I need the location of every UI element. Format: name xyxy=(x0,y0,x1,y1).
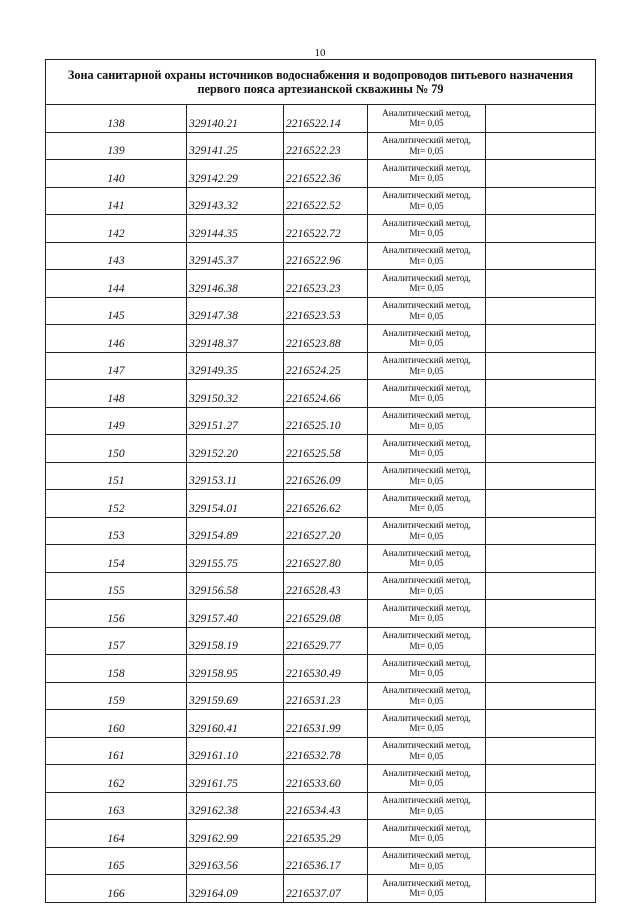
table-title-line-1: Зона санитарной охраны источников водоснабжения и водопроводов питьевого назначения xyxy=(67,68,574,82)
empty-cell xyxy=(486,682,596,710)
point-number: 149 xyxy=(46,407,187,435)
point-number: 150 xyxy=(46,435,187,463)
empty-cell xyxy=(486,352,596,380)
empty-cell xyxy=(486,270,596,298)
coordinate-y: 2216531.23 xyxy=(284,682,368,710)
coordinate-y: 2216529.77 xyxy=(284,627,368,655)
coordinate-y: 2216526.62 xyxy=(284,490,368,518)
coordinate-x: 329153.11 xyxy=(187,462,284,490)
accuracy-value: Mt= 0,05 xyxy=(409,888,444,899)
method-cell xyxy=(368,160,486,188)
table-row xyxy=(46,792,596,820)
coordinate-x: 329147.38 xyxy=(187,297,284,325)
method-cell xyxy=(368,407,486,435)
table-row xyxy=(46,352,596,380)
accuracy-value: Mt= 0,05 xyxy=(409,778,444,789)
coordinate-x: 329146.38 xyxy=(187,270,284,298)
coordinate-x: 329161.75 xyxy=(187,765,284,793)
coordinate-y: 2216537.07 xyxy=(284,875,368,903)
accuracy-value: Mt= 0,05 xyxy=(409,860,444,871)
empty-cell xyxy=(486,710,596,738)
method-cell xyxy=(368,792,486,820)
empty-cell xyxy=(486,655,596,683)
accuracy-value: Mt= 0,05 xyxy=(409,833,444,844)
method-cell xyxy=(368,270,486,298)
accuracy-value: Mt= 0,05 xyxy=(409,365,444,376)
method-cell xyxy=(368,875,486,903)
accuracy-value: Mt= 0,05 xyxy=(409,118,444,129)
empty-cell xyxy=(486,847,596,875)
coordinate-x: 329158.19 xyxy=(187,627,284,655)
method-cell xyxy=(368,325,486,353)
table-row xyxy=(46,132,596,160)
method-label: Аналитический метод, xyxy=(382,822,471,833)
method-label: Аналитический метод, xyxy=(382,437,471,448)
coordinate-x: 329152.20 xyxy=(187,435,284,463)
coordinate-x: 329155.75 xyxy=(187,545,284,573)
coordinate-y: 2216523.23 xyxy=(284,270,368,298)
empty-cell xyxy=(486,600,596,628)
accuracy-value: Mt= 0,05 xyxy=(409,530,444,541)
coordinate-x: 329156.58 xyxy=(187,572,284,600)
table-row xyxy=(46,380,596,408)
method-label: Аналитический метод, xyxy=(382,520,471,531)
method-label: Аналитический метод, xyxy=(382,602,471,613)
table-row xyxy=(46,435,596,463)
coordinate-y: 2216526.09 xyxy=(284,462,368,490)
coordinate-x: 329163.56 xyxy=(187,847,284,875)
method-label: Аналитический метод, xyxy=(382,575,471,586)
method-label: Аналитический метод, xyxy=(382,190,471,201)
coordinate-y: 2216527.80 xyxy=(284,545,368,573)
table-row xyxy=(46,407,596,435)
coordinate-y: 2216522.72 xyxy=(284,215,368,243)
method-cell xyxy=(368,462,486,490)
coordinate-y: 2216525.10 xyxy=(284,407,368,435)
table-row xyxy=(46,655,596,683)
table-row xyxy=(46,600,596,628)
coordinate-y: 2216535.29 xyxy=(284,820,368,848)
method-cell xyxy=(368,490,486,518)
coordinate-x: 329151.27 xyxy=(187,407,284,435)
table-row xyxy=(46,765,596,793)
empty-cell xyxy=(486,105,596,133)
accuracy-value: Mt= 0,05 xyxy=(409,558,444,569)
empty-cell xyxy=(486,187,596,215)
table-row xyxy=(46,737,596,765)
point-number: 143 xyxy=(46,242,187,270)
table-row xyxy=(46,682,596,710)
coordinate-y: 2216528.43 xyxy=(284,572,368,600)
coordinate-x: 329160.41 xyxy=(187,710,284,738)
point-number: 147 xyxy=(46,352,187,380)
coordinate-x: 329154.01 xyxy=(187,490,284,518)
table-row xyxy=(46,325,596,353)
coordinate-y: 2216534.43 xyxy=(284,792,368,820)
method-cell xyxy=(368,710,486,738)
accuracy-value: Mt= 0,05 xyxy=(409,173,444,184)
table-title-line-2: первого пояса артезианской скважины № 79 xyxy=(197,82,444,96)
accuracy-value: Mt= 0,05 xyxy=(409,310,444,321)
accuracy-value: Mt= 0,05 xyxy=(409,393,444,404)
point-number: 164 xyxy=(46,820,187,848)
empty-cell xyxy=(486,435,596,463)
empty-cell xyxy=(486,462,596,490)
method-label: Аналитический метод, xyxy=(382,327,471,338)
coordinate-x: 329162.99 xyxy=(187,820,284,848)
point-number: 166 xyxy=(46,875,187,903)
point-number: 163 xyxy=(46,792,187,820)
table-row xyxy=(46,572,596,600)
table-title xyxy=(46,60,596,105)
table-row xyxy=(46,820,596,848)
point-number: 141 xyxy=(46,187,187,215)
method-cell xyxy=(368,242,486,270)
empty-cell xyxy=(486,215,596,243)
point-number: 162 xyxy=(46,765,187,793)
coordinate-x: 329142.29 xyxy=(187,160,284,188)
point-number: 157 xyxy=(46,627,187,655)
coordinate-y: 2216527.20 xyxy=(284,517,368,545)
point-number: 159 xyxy=(46,682,187,710)
table-row xyxy=(46,160,596,188)
empty-cell xyxy=(486,325,596,353)
coordinate-y: 2216532.78 xyxy=(284,737,368,765)
coordinate-y: 2216529.08 xyxy=(284,600,368,628)
coordinate-x: 329154.89 xyxy=(187,517,284,545)
method-cell xyxy=(368,682,486,710)
coordinate-x: 329161.10 xyxy=(187,737,284,765)
point-number: 156 xyxy=(46,600,187,628)
empty-cell xyxy=(486,572,596,600)
method-cell xyxy=(368,765,486,793)
method-label: Аналитический метод, xyxy=(382,355,471,366)
method-cell xyxy=(368,517,486,545)
method-cell xyxy=(368,215,486,243)
accuracy-value: Mt= 0,05 xyxy=(409,723,444,734)
table-row xyxy=(46,187,596,215)
method-label: Аналитический метод, xyxy=(382,767,471,778)
method-cell xyxy=(368,820,486,848)
coordinate-y: 2216522.23 xyxy=(284,132,368,160)
method-cell xyxy=(368,435,486,463)
accuracy-value: Mt= 0,05 xyxy=(409,200,444,211)
point-number: 160 xyxy=(46,710,187,738)
empty-cell xyxy=(486,242,596,270)
coordinate-x: 329157.40 xyxy=(187,600,284,628)
table-row xyxy=(46,297,596,325)
method-label: Аналитический метод, xyxy=(382,850,471,861)
coordinate-x: 329144.35 xyxy=(187,215,284,243)
method-label: Аналитический метод, xyxy=(382,685,471,696)
coordinate-x: 329140.21 xyxy=(187,105,284,133)
method-label: Аналитический метод, xyxy=(382,300,471,311)
method-cell xyxy=(368,627,486,655)
method-label: Аналитический метод, xyxy=(382,217,471,228)
accuracy-value: Mt= 0,05 xyxy=(409,613,444,624)
accuracy-value: Mt= 0,05 xyxy=(409,420,444,431)
method-label: Аналитический метод, xyxy=(382,657,471,668)
method-label: Аналитический метод, xyxy=(382,877,471,888)
method-cell xyxy=(368,352,486,380)
point-number: 165 xyxy=(46,847,187,875)
table-row xyxy=(46,215,596,243)
point-number: 152 xyxy=(46,490,187,518)
point-number: 154 xyxy=(46,545,187,573)
coordinate-x: 329145.37 xyxy=(187,242,284,270)
empty-cell xyxy=(486,875,596,903)
table-title-row xyxy=(46,60,596,105)
accuracy-value: Mt= 0,05 xyxy=(409,805,444,816)
coordinate-y: 2216522.52 xyxy=(284,187,368,215)
method-label: Аналитический метод, xyxy=(382,492,471,503)
coordinate-y: 2216522.96 xyxy=(284,242,368,270)
coordinate-y: 2216533.60 xyxy=(284,765,368,793)
accuracy-value: Mt= 0,05 xyxy=(409,475,444,486)
method-cell xyxy=(368,297,486,325)
table-row xyxy=(46,847,596,875)
accuracy-value: Mt= 0,05 xyxy=(409,695,444,706)
empty-cell xyxy=(486,820,596,848)
accuracy-value: Mt= 0,05 xyxy=(409,255,444,266)
table-row xyxy=(46,627,596,655)
accuracy-value: Mt= 0,05 xyxy=(409,585,444,596)
empty-cell xyxy=(486,765,596,793)
point-number: 151 xyxy=(46,462,187,490)
table-row xyxy=(46,270,596,298)
method-cell xyxy=(368,737,486,765)
method-cell xyxy=(368,380,486,408)
table-row xyxy=(46,545,596,573)
method-cell xyxy=(368,655,486,683)
method-cell xyxy=(368,847,486,875)
coordinate-y: 2216536.17 xyxy=(284,847,368,875)
page-number: 10 xyxy=(314,47,326,59)
method-cell xyxy=(368,572,486,600)
coordinate-x: 329150.32 xyxy=(187,380,284,408)
table-row xyxy=(46,105,596,133)
table-row xyxy=(46,517,596,545)
accuracy-value: Mt= 0,05 xyxy=(409,283,444,294)
point-number: 139 xyxy=(46,132,187,160)
table-row xyxy=(46,462,596,490)
method-cell xyxy=(368,132,486,160)
empty-cell xyxy=(486,407,596,435)
method-label: Аналитический метод, xyxy=(382,465,471,476)
method-label: Аналитический метод, xyxy=(382,712,471,723)
table-row xyxy=(46,242,596,270)
coordinate-x: 329143.32 xyxy=(187,187,284,215)
point-number: 153 xyxy=(46,517,187,545)
point-number: 145 xyxy=(46,297,187,325)
accuracy-value: Mt= 0,05 xyxy=(409,145,444,156)
accuracy-value: Mt= 0,05 xyxy=(409,338,444,349)
coordinate-x: 329159.69 xyxy=(187,682,284,710)
coordinate-y: 2216522.36 xyxy=(284,160,368,188)
table-row xyxy=(46,710,596,738)
method-label: Аналитический метод, xyxy=(382,162,471,173)
method-cell xyxy=(368,105,486,133)
point-number: 148 xyxy=(46,380,187,408)
empty-cell xyxy=(486,380,596,408)
coordinate-y: 2216531.99 xyxy=(284,710,368,738)
point-number: 146 xyxy=(46,325,187,353)
empty-cell xyxy=(486,627,596,655)
method-label: Аналитический метод, xyxy=(382,135,471,146)
accuracy-value: Mt= 0,05 xyxy=(409,640,444,651)
point-number: 140 xyxy=(46,160,187,188)
method-label: Аналитический метод, xyxy=(382,272,471,283)
point-number: 138 xyxy=(46,105,187,133)
empty-cell xyxy=(486,545,596,573)
method-label: Аналитический метод, xyxy=(382,795,471,806)
coordinate-y: 2216524.66 xyxy=(284,380,368,408)
coordinate-y: 2216525.58 xyxy=(284,435,368,463)
accuracy-value: Mt= 0,05 xyxy=(409,750,444,761)
coordinate-y: 2216530.49 xyxy=(284,655,368,683)
coordinate-x: 329164.09 xyxy=(187,875,284,903)
method-cell xyxy=(368,187,486,215)
accuracy-value: Mt= 0,05 xyxy=(409,668,444,679)
method-label: Аналитический метод, xyxy=(382,740,471,751)
empty-cell xyxy=(486,297,596,325)
method-cell xyxy=(368,545,486,573)
coordinate-y: 2216523.53 xyxy=(284,297,368,325)
method-label: Аналитический метод, xyxy=(382,245,471,256)
empty-cell xyxy=(486,517,596,545)
point-number: 161 xyxy=(46,737,187,765)
coordinate-x: 329158.95 xyxy=(187,655,284,683)
accuracy-value: Mt= 0,05 xyxy=(409,503,444,514)
point-number: 155 xyxy=(46,572,187,600)
coordinate-x: 329148.37 xyxy=(187,325,284,353)
accuracy-value: Mt= 0,05 xyxy=(409,448,444,459)
method-label: Аналитический метод, xyxy=(382,410,471,421)
point-number: 142 xyxy=(46,215,187,243)
empty-cell xyxy=(486,792,596,820)
method-label: Аналитический метод, xyxy=(382,630,471,641)
coordinates-table xyxy=(45,59,596,903)
method-label: Аналитический метод, xyxy=(382,547,471,558)
empty-cell xyxy=(486,160,596,188)
method-label: Аналитический метод, xyxy=(382,382,471,393)
method-cell xyxy=(368,600,486,628)
table-row xyxy=(46,875,596,903)
coordinate-y: 2216522.14 xyxy=(284,105,368,133)
empty-cell xyxy=(486,737,596,765)
point-number: 158 xyxy=(46,655,187,683)
coordinate-y: 2216523.88 xyxy=(284,325,368,353)
coordinate-x: 329162.38 xyxy=(187,792,284,820)
coordinate-x: 329149.35 xyxy=(187,352,284,380)
table-row xyxy=(46,490,596,518)
coordinate-y: 2216524.25 xyxy=(284,352,368,380)
coordinate-x: 329141.25 xyxy=(187,132,284,160)
method-label: Аналитический метод, xyxy=(382,107,471,118)
point-number: 144 xyxy=(46,270,187,298)
empty-cell xyxy=(486,490,596,518)
empty-cell xyxy=(486,132,596,160)
accuracy-value: Mt= 0,05 xyxy=(409,228,444,239)
